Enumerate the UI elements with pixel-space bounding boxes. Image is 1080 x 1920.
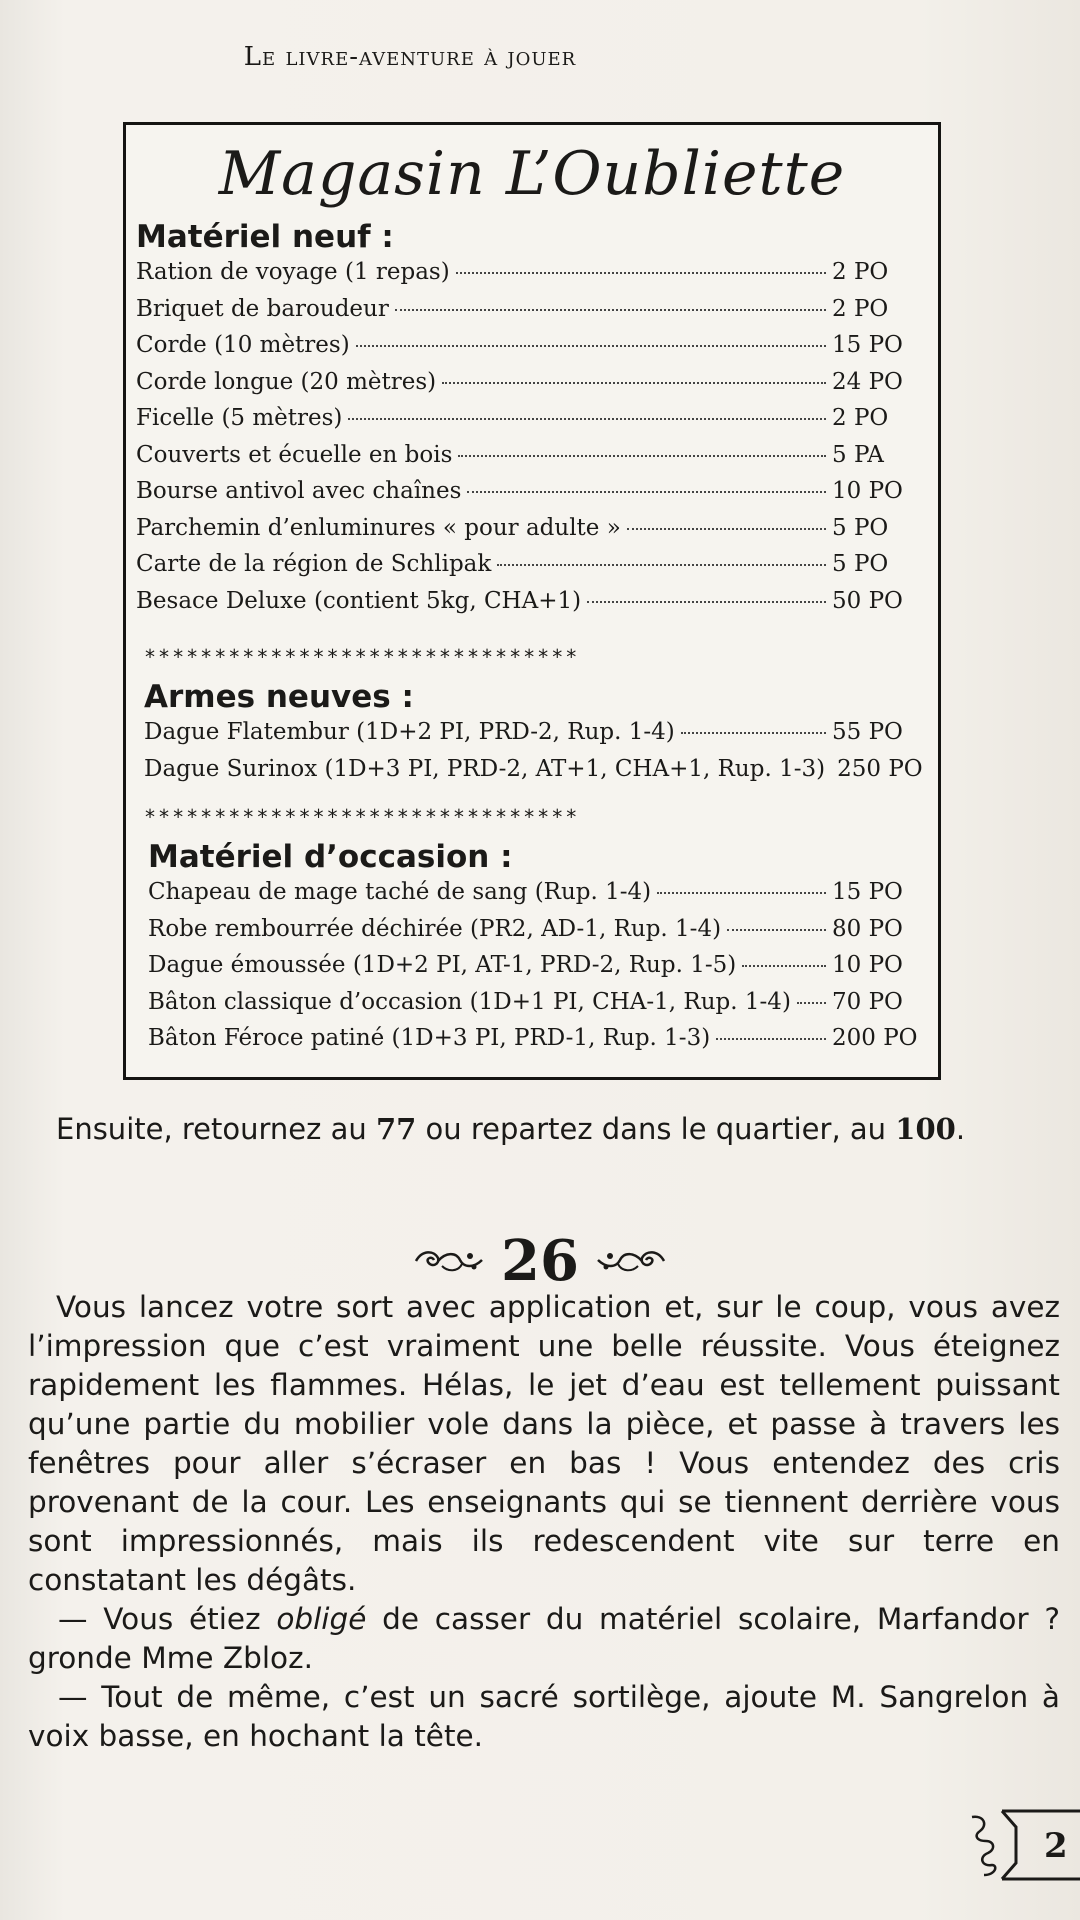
section-new-weapons xyxy=(126,679,938,792)
paragraph-link-77[interactable]: 77 xyxy=(375,1112,417,1146)
section-title: Matériel neuf : xyxy=(136,219,394,255)
flourish-left-icon xyxy=(412,1246,486,1276)
list-item: Dague Flatembur (1D+2 PI, PRD-2, Rup. 1-4) 55 PO xyxy=(144,719,903,745)
page-number: 2 xyxy=(1044,1826,1068,1866)
paragraph-heading xyxy=(0,1228,1080,1294)
paragraph-link-100[interactable]: 100 xyxy=(895,1112,956,1146)
list-item: Corde (10 mètres) 15 PO xyxy=(136,332,903,358)
section-used-equipment xyxy=(126,839,938,1062)
navigation-instruction: Ensuite, retournez au 77 ou repartez dans le quartier, au 100. xyxy=(56,1112,966,1146)
list-item: Corde longue (20 mètres) 24 PO xyxy=(136,368,903,395)
list-item: Bourse antivol avec chaînes 10 PO xyxy=(136,478,903,504)
list-item: Ficelle (5 mètres) 2 PO xyxy=(136,405,889,431)
list-item: Dague Surinox (1D+3 PI, PRD-2, AT+1, CHA+1, Rup. 1-3) 250 PO xyxy=(144,755,923,782)
story-paragraph: Vous lancez votre sort avec application et, sur le coup, vous avez l’impression que c’est vraiment une belle réussite. Vous éteignez rapidement les flammes. Hélas, le jet d’eau est tellement puissant qu’une partie du mobilier vole dans la pièce, et passe à travers les fenêtres pour aller s’écraser en bas ! Vous entendez des cris provenant de la cour. Les enseignants qui se tiennent derrière vous sont impressionnés, mais ils redescendent vite sur terre en constatant les dégâts. xyxy=(28,1290,1060,1597)
list-item: Chapeau de mage taché de sang (Rup. 1-4) 15 PO xyxy=(148,879,903,905)
dialogue-paragraph: — Vous étiez obligé de casser du matériel scolaire, Marfandor ? gronde Mme Zbloz. xyxy=(28,1602,1060,1675)
paragraph-number: 26 xyxy=(501,1228,579,1294)
flourish-right-icon xyxy=(594,1246,668,1276)
story-text xyxy=(28,1288,1060,1756)
section-title: Armes neuves : xyxy=(144,679,414,715)
list-item: Besace Deluxe (contient 5kg, CHA+1) 50 PO xyxy=(136,587,903,614)
list-item: Bâton classique d’occasion (1D+1 PI, CHA-1, Rup. 1-4) 70 PO xyxy=(148,988,903,1015)
list-item: Bâton Féroce patiné (1D+3 PI, PRD-1, Rup. 1-3) 200 PO xyxy=(148,1025,918,1051)
list-item: Parchemin d’enluminures « pour adulte » 5 PO xyxy=(136,514,889,541)
item-list xyxy=(126,719,938,792)
dialogue-paragraph: — Tout de même, c’est un sacré sortilège, ajoute M. Sangrelon à voix basse, en hochant la tête. xyxy=(28,1680,1060,1753)
separator-stars: ******************************* xyxy=(144,645,580,669)
list-item: Briquet de baroudeur 2 PO xyxy=(136,295,889,322)
item-list xyxy=(126,259,938,624)
list-item: Couverts et écuelle en bois 5 PA xyxy=(136,441,884,468)
shop-price-list xyxy=(123,122,941,1080)
section-new-equipment xyxy=(126,219,938,624)
shop-title: Magasin L’Oubliette xyxy=(218,139,846,209)
list-item: Carte de la région de Schlipak 5 PO xyxy=(136,551,889,577)
list-item: Ration de voyage (1 repas) 2 PO xyxy=(136,259,889,285)
list-item: Dague émoussée (1D+2 PI, AT-1, PRD-2, Rup. 1-5) 10 PO xyxy=(148,952,903,978)
section-title: Matériel d’occasion : xyxy=(148,839,513,875)
separator-stars: ******************************* xyxy=(144,805,580,829)
list-item: Robe rembourrée déchirée (PR2, AD-1, Rup. 1-4) 80 PO xyxy=(148,915,903,942)
running-head: Le livre-aventure à jouer xyxy=(243,42,577,72)
item-list xyxy=(126,879,938,1062)
